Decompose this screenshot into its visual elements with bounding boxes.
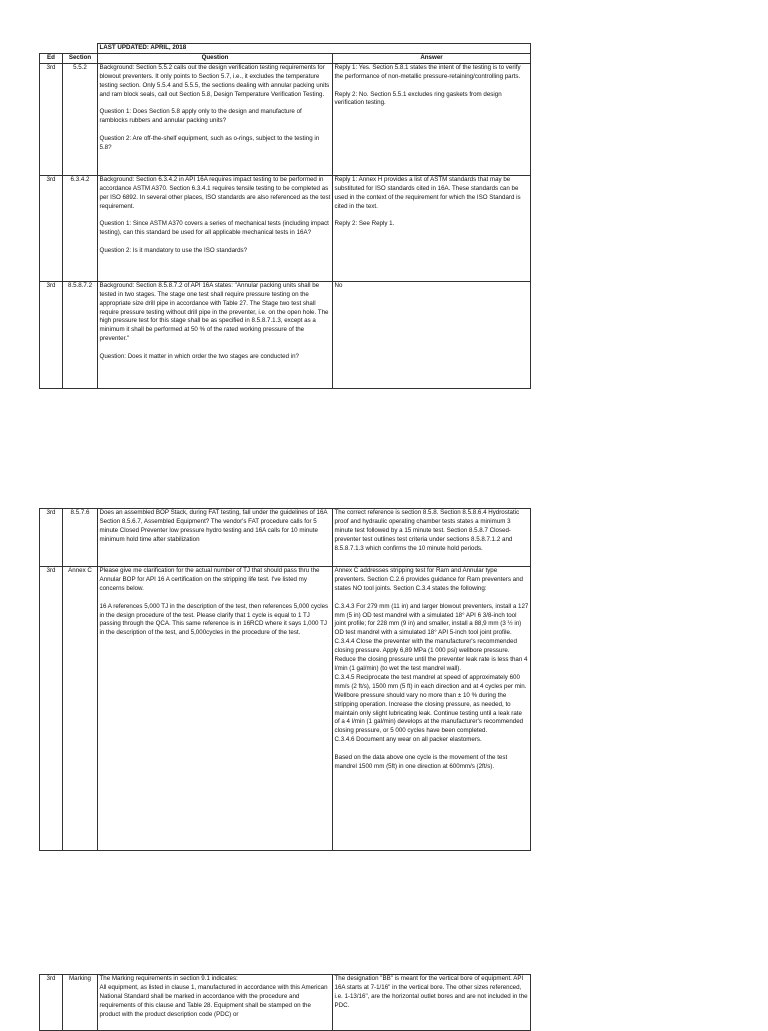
faq-table-3 [39,974,531,1031]
question-cell: Background: Section 8.5.8.7.2 of API 16A states: "Annular packing units shall be tested in two stages. The stage one test shall require pressure testing on the appropriate size drill pipe in accordance with Table 27. The Stage two test shall require pressure testing without drill pipe in the preventer, i.e. on the open hole. The high pressure test for this stage shall be as specified in 8.5.8.7.1.3, except as a minimum it shall be performed at 50 % of the rated working pressure of the preventer." Question: Does it matter in which order the two stages are conducted in? [98,281,333,388]
section-cell: Annex C [63,567,98,851]
header-ed: Ed [40,53,63,63]
section-cell: 6.3.4.2 [63,175,98,281]
header-section: Section [63,53,98,63]
edition-cell: 3rd [40,281,63,388]
edition-cell: 3rd [40,509,63,567]
question-cell: Background: Section 6.3.4.2 in API 16A requires impact testing to be performed in accordance ASTM A370. Section 6.3.4.1 requires tensile testing to be completed as per ISO 6892. In several other places, ISO standards are also referenced as the test requirement. Question 1: Since ASTM A370 covers a series of mechanical tests (including impact testing), can this standard be used for all applicable mechanical tests in 16A? Question 2: Is it mandatory to use the ISO standards? [98,175,333,281]
header-answer: Answer [333,53,531,63]
table-row [40,567,531,851]
last-updated: LAST UPDATED: APRIL, 2018 [98,44,531,54]
answer-cell: The designation "BB" is meant for the vertical bore of equipment. API 16A starts at 7-1/16" in the vertical bore. The other sizes referenced, i.e. 1-13/16", are the horizontal outlet bores and are not included in the PDC. [333,975,531,1031]
table-row [40,175,531,281]
section-cell: Marking [63,975,98,1031]
answer-cell: Reply 1: Annex H provides a list of ASTM standards that may be substituted for ISO standards cited in 16A. These standards can be used in the context of the requirement for which the ISO Standard is cited in the text. Reply 2: See Reply 1. [333,175,531,281]
question-cell: The Marking requirements in section 9.1 indicates: All equipment, as listed in clause 1, manufactured in accordance with this American National Standard shall be marked in accordance with the procedure and requirements of this clause and Table 28. Equipment shall be stamped on the product with the product description code (PDC) or [98,975,333,1031]
question-cell: Background: Section 5.5.2 calls out the design verification testing requirements for blowout preventers. It only points to Section 5.7, i.e., it excludes the temperature testing section. Only 5.5.4 and 5.5.5, the sections dealing with annular packing units and ram block seals, call out Section 5.8, Design Temperature Verification Testing. Question 1: Does Section 5.8 apply only to the design and manufacture of ramblocks rubbers and annular packing units? Question 2: Are off-the-shelf equipment, such as o-rings, subject to the testing in 5.8? [98,63,333,175]
table-row [40,509,531,567]
last-updated-row [40,44,531,54]
answer-cell: Reply 1: Yes. Section 5.8.1 states the intent of the testing is to verify the performance of non-metallic pressure-retaining/controlling parts. Reply 2: No. Section 5.5.1 excludes ring gaskets from design verification testing. [333,63,531,175]
table-row [40,281,531,388]
question-cell: Please give me clarification for the actual number of TJ that should pass thru the Annular BOP for API 16 A certification on the stripping life test. I've listed my concerns below. 16 A references 5,000 TJ in the description of the test, then references 5,000 cycles in the design procedure of the test. Please clarify that 1 cycle is equal to 1 TJ passing through the QCA. This same reference is in 16RCD where it says 1,000 TJ in the description of the test, and 5,000cycles in the procedure of the test. [98,567,333,851]
answer-cell: No [333,281,531,388]
header-question: Question [98,53,333,63]
section-cell: 8.5.8.7.2 [63,281,98,388]
edition-cell: 3rd [40,63,63,175]
faq-table-2 [39,508,531,851]
section-cell: 5.5.2 [63,63,98,175]
header-row [40,53,531,63]
table-row [40,63,531,175]
answer-cell: Annex C addresses stripping test for Ram and Annular type preventers. Section C.2.6 provides guidance for Ram preventers and states NO tool joints. Section C.3.4 states the following: C.3.4.3 For 279 mm (11 in) and larger blowout preventers, install a 127 mm (5 in) OD test mandrel with a simulated 18° API 6 3/8-inch tool joint profile; for 228 mm (9 in) and smaller, install a 88,9 mm (3 ½ in) OD test mandrel with a simulated 18° API 5-inch tool joint profile. C.3.4.4 Close the preventer with the manufacturer's recommended closing pressure. Apply 6,89 MPa (1 000 psi) wellbore pressure. Reduce the closing pressure until the preventer leak rate is less than 4 l/min (1 gal/min) (to wet the test mandrel wall). C.3.4.5 Reciprocate the test mandrel at speed of approximately 600 mm/s (2 ft/s), 1500 mm (5 ft) in each direction and at 4 cycles per min. Wellbore pressure should vary no more than ± 10 % during the stripping operation. Increase the closing pressure, as needed, to maintain only slight lubricating leak. Continue testing until a leak rate of a 4 l/min (1 gal/min) develops at the manufacturer's recommended closing pressure, or 5 000 cycles have been completed. C.3.4.6 Document any wear on all packer elastomers. Based on the data above one cycle is the movement of the test mandrel 1500 mm (5ft) in one direction at 600mm/s (2ft/s). [333,567,531,851]
edition-cell: 3rd [40,567,63,851]
section-cell: 8.5.7.6 [63,509,98,567]
faq-table-1 [39,43,531,389]
edition-cell: 3rd [40,175,63,281]
question-cell: Does an assembled BOP Stack, during FAT testing, fall under the guidelines of 16A Section 8.5.6.7, Assembled Equipment? The vendor's FAT procedure calls for 5 minute Closed Preventer low pressure hydro testing and 16A calls for 10 minute minimum hold time after stabilization [98,509,333,567]
answer-cell: The correct reference is section 8.5.8. Section 8.5.8.6.4 Hydrostatic proof and hydraulic operating chamber tests states a minimum 3 minute test followed by a 15 minute test. Section 8.5.8.7 Closed-preventer test outlines test criteria under sections 8.5.8.7.1.2 and 8.5.8.7.1.3 which confirms the 10 minute hold periods. [333,509,531,567]
edition-cell: 3rd [40,975,63,1031]
table-row [40,975,531,1031]
